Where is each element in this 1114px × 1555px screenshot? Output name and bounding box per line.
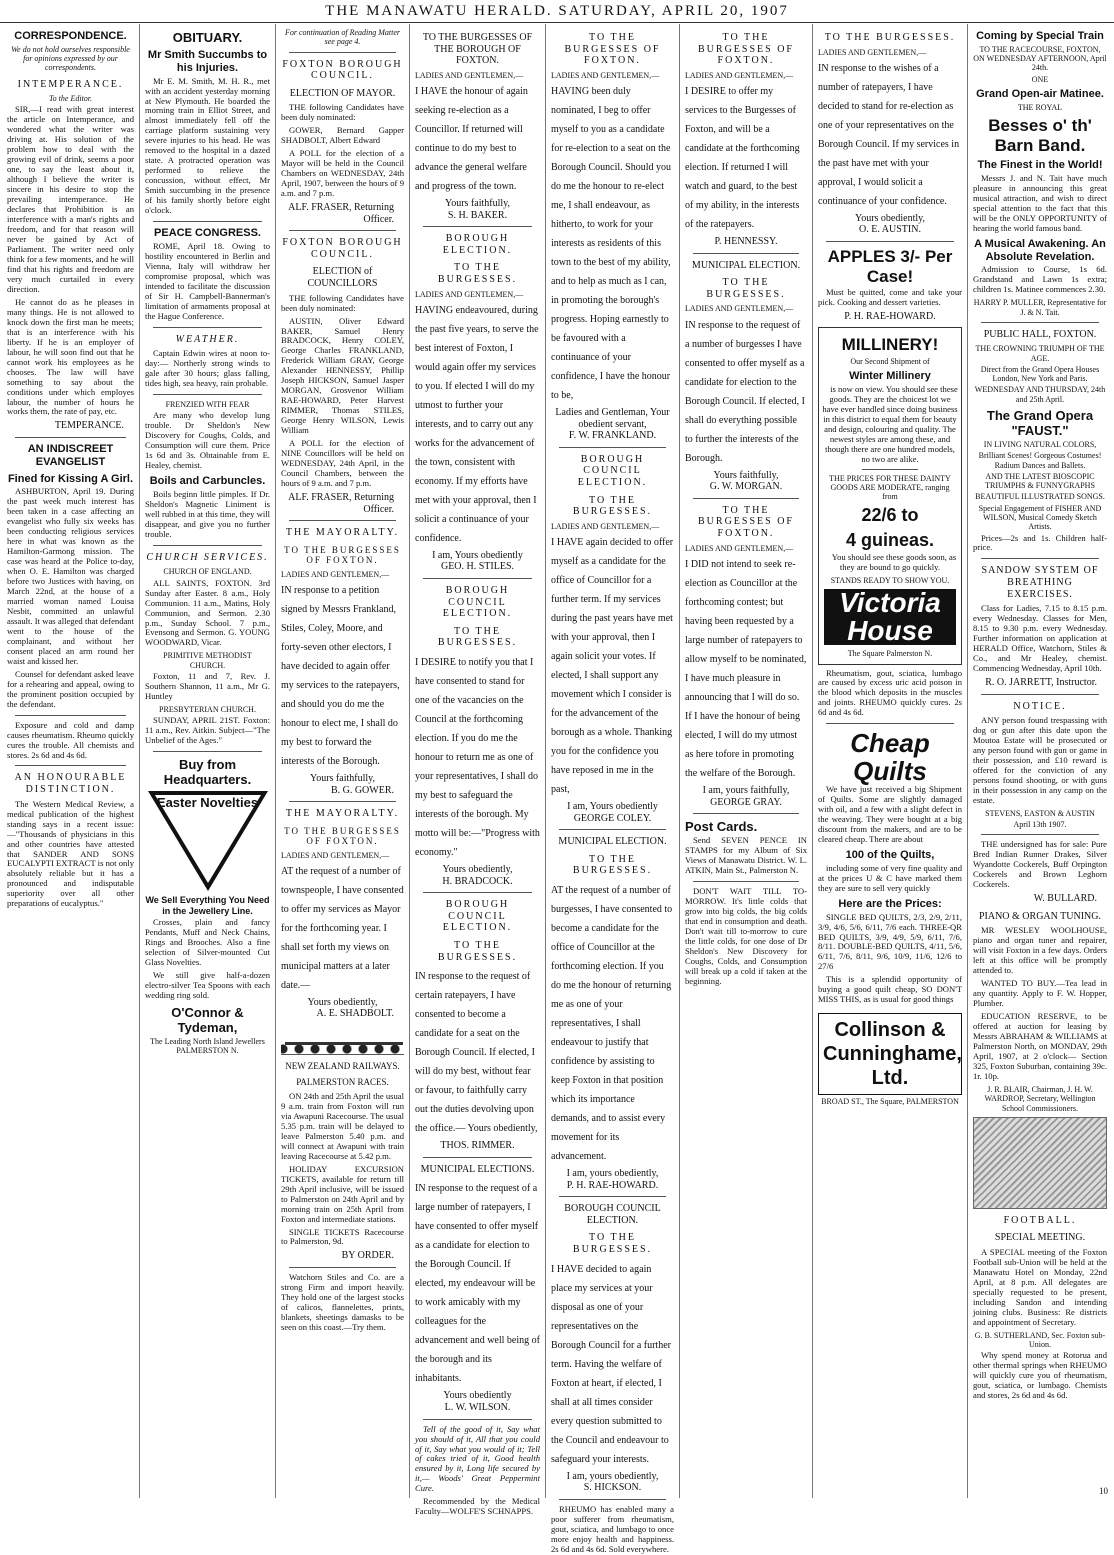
wilson-signature: L. W. WILSON. [444, 1401, 511, 1413]
mayor-candidates: GOWER, Bernard Gapper SHADBOLT, Albert Edward [281, 125, 404, 146]
apples-paragraph: Must be quitted, come and take your pick. Cooking and dessert varieties. [818, 287, 962, 308]
divider [981, 694, 1099, 695]
divider [153, 751, 262, 752]
austin-paragraph: IN response to the wishes of a number of ratepayers, I have decided to stand for re-election as one of your representatives on the Borough Council. If my services in the past have met with your approval, I would solicit a continuance of your confidence. [818, 62, 960, 207]
rimmer-signature: THOS. RIMMER. [440, 1140, 515, 1152]
hickson-closing: I am, yours obediently, [566, 1470, 659, 1482]
obituary-paragraph: Mr E. M. Smith, M. H. R., met with an accident yesterday morning at New Plymouth. He boarded the morning train in Elliot Street, and almost immediately fell off the carriage platform sustaining very severe injuries to his head. He was removed to the hospital in a dazed state. A protracted operation was performed to relieve the concussion, without effect, Mr Smith succumbing in the presence of his family shortly before eight o'clock. [145, 75, 270, 216]
watchorn-ad: Watchorn Stiles and Co. are a strong Firm and import heavily. They hold one of the largest stocks of calicos, flannelettes, prints, blankets, sheetings damasks to be seen on this coast.—Try them. [281, 1272, 404, 1332]
rae-howard-letter [551, 881, 674, 1166]
hickson-letter [551, 1260, 674, 1469]
easter-novelties-label: Easter Novelties [156, 795, 259, 811]
letter-title: INTEMPERANCE. [17, 78, 124, 90]
divider [693, 253, 799, 254]
councillors-heading: ELECTION of COUNCILLORS [307, 266, 378, 289]
triumph-heading: THE CROWNING TRIUMPH OF THE AGE. [975, 344, 1105, 363]
column-obituary [140, 24, 276, 1498]
boils-paragraph: Boils beginn little pimples. If Dr. Sheldon's Magnetic Liniment is well rubbed in at this time, they will disappear, and give you no further trouble. [145, 488, 270, 539]
songs-line: BEAUTIFUL ILLUSTRATED SONGS. [975, 492, 1105, 502]
shadbolt-paragraph: AT the request of a number of townspeople, I have consented to offer my services as Mayor for the forthcoming year. I shall set forth my views on municipal matters at a later date.— [281, 865, 404, 991]
ladies-salutation: LADIES AND GENTLEMEN,— [281, 850, 390, 860]
railways-heading: NEW ZEALAND RAILWAYS. [285, 1061, 400, 1072]
awakening-heading: A Musical Awakening. An Absolute Revelation. [974, 237, 1106, 263]
council-heading: FOXTON BOROUGH COUNCIL. [282, 237, 403, 260]
morgan-letter [685, 316, 807, 468]
austin-letter [818, 59, 962, 211]
divider [153, 545, 262, 546]
column-burgesses-b [546, 24, 680, 1554]
by-order: BY ORDER. [341, 1250, 394, 1262]
headquarters-subheading: We Sell Everything You Need in the Jewellery Line. [145, 895, 270, 916]
divider [981, 322, 1099, 323]
dont-wait-ad: DON'T WAIT TILL TO-MORROW. It's little colds that grow into big colds, the big colds that end in consumption and death. Don't wait till to-morrow to cure the little colds, for one dose of Dr Sheldon's New Discovery for Coughs, Colds, and Consumption will break up a cold if taken at the beginning. [685, 886, 807, 986]
councillor-candidates: AUSTIN, Oliver Edward BAKER, Samuel Henry BRADCOCK, Henry COLEY, George Charles FRANKLAND, Frederick William GRAY, George Alexander HENNESSY, Phillip Joseph HICKSON, Samuel Jasper MORGAN, Grosvenor William RAE-HOWARD, Peter Harvest RIMMER, Thomas STILES, George Henry WILSON, Lewis William [281, 315, 404, 436]
hall-heading: PUBLIC HALL, FOXTON. [983, 328, 1097, 340]
column-ads [813, 24, 968, 1498]
headquarters-paragraph: Crosses, plain and fancy Pendants, Muff and Neck Chains, Rings and Brooches. Also a fine selection of Silver-mounted Cut Glass Novelties. [145, 917, 270, 967]
peppermint-verse: Tell of the good of it, Say what you should of it, All that you could of it, Say what you would of it; Tell of cakes tried of it, Good health ensured by it, Long life secured by it,— Woods' Great Peppermint Cure. [415, 1423, 540, 1494]
divider [153, 327, 262, 328]
price-top: 4 guineas. [845, 530, 935, 551]
peace-heading: PEACE CONGRESS. [154, 227, 261, 240]
fisher-line: Special Engagement of FISHER AND WILSON, Musical Comedy Sketch Artists. [978, 503, 1102, 532]
sandow-heading: SANDOW SYSTEM OF BREATHING EXERCISES. [981, 565, 1099, 600]
candidates-intro: THE following Candidates have been duly nominated: [281, 292, 404, 313]
matinee-heading: Grand Open-air Matinee. [976, 87, 1104, 100]
firm-name: O'Connor & Tydeman, [171, 1004, 244, 1035]
admission-paragraph: Admission to Course, 1s 6d. Grandstand and Lawn 1s extra; children 1s. Matinee commences 2.30. [973, 264, 1107, 295]
headquarters-heading: Buy from Headquarters. [163, 757, 252, 788]
column-burgesses-c [680, 24, 813, 1498]
apples-signature: P. H. RAE-HOWARD. [844, 311, 936, 323]
weather-paragraph: Captain Edwin wires at noon to-day:— Northerly strong winds to gale after 30 hours; glass falling, tides high, sea heavy, rain probable. [145, 348, 270, 389]
column-entertainment [968, 24, 1112, 1498]
column-elections [276, 24, 410, 1498]
mayoralty-heading: THE MAYORALTY. [285, 527, 400, 539]
postcards-paragraph: Send SEVEN PENCE IN STAMPS for my Album of Six Views of Manawatu District. W. L. ATKIN, Main St., Palmerston N. [685, 835, 807, 876]
newspaper-page [2, 24, 1112, 1554]
besses-heading: Besses o' th' Barn Band. [988, 115, 1092, 155]
quilts-paragraph-2: including some of very fine quality and at the prices U & C have marked them they are sure to sell very quickly [818, 862, 962, 893]
divider [289, 230, 396, 231]
gray-paragraph: I DID not intend to seek re-election as Councillor at the forthcoming contest; but having been requested by a large number of ratepayers to allow myself to be nominated, I have much pleasure in announcing that I will do so. If I have the honour of being elected, I will do my utmost as here tofore in promoting the welfare of the Borough. [685, 558, 807, 779]
coley-closing: I am, Yours obediently [567, 801, 658, 813]
education-paragraph: EDUCATION RESERVE, to be offered at auction for leasing by Messrs ABRAHAM & WILLIAMS at Palmerston North, on MONDAY, 29th April, 1907, at 2 o'clock— Section 325, Foxton Suburban, containing 39c. 1r. 10p. [973, 1011, 1107, 1082]
millinery-heading: MILLINERY! [841, 335, 939, 355]
continuation-note: For continuation of Reading Matter see page 4. [284, 28, 401, 47]
railways-paragraph: HOLIDAY EXCURSION TICKETS, available for return till 29th April inclusive, will be issued to Palmerston on 24th April and by morning train on 25th April from Foxton and intermediate stations. [281, 1163, 404, 1224]
to-burgesses-heading: TO THE BURGESSES. [572, 1232, 653, 1255]
frenzied-heading: FRENZIED WITH FEAR [165, 400, 250, 410]
exposure-ad: Exposure and cold and damp causes rheumatism. Rheumo quickly cures the trouble. All chemists and stores. 2s 6d and 4s 6d. [7, 719, 134, 760]
special-heading: SPECIAL MEETING. [994, 1232, 1086, 1244]
column-correspondence [2, 24, 140, 1498]
stands-ready: STANDS READY TO SHOW YOU. [830, 575, 950, 585]
coming-heading: Coming by Special Train [976, 30, 1104, 42]
presbyterian-services: SUNDAY, APRIL 21ST. Foxton: 11 a.m., Rev. Aitkin. Subject—"The Unbelief of the Ages." [145, 715, 270, 746]
winter-millinery: Winter Millinery [849, 370, 931, 382]
bradcock-closing: Yours obediently, [442, 864, 513, 876]
victoria-house-logo: Victoria House [824, 589, 956, 645]
quilts-tail: This is a splendid opportunity of buying a good quilt cheap, SO DON'T MISS THIS, as is usual for good things [818, 974, 962, 1005]
railways-paragraph: SINGLE TICKETS Racecourse to Palmerston, 9d. [281, 1226, 404, 1247]
returning-officer: ALF. FRASER, Returning Officer. [288, 492, 394, 515]
races-heading: PALMERSTON RACES. [296, 1077, 389, 1088]
obituary-heading: OBITUARY. [172, 30, 243, 45]
bc-election-heading: BOROUGH COUNCIL ELECTION. [442, 585, 513, 620]
quilt-price-list: SINGLE BED QUILTS, 2/3, 2/9, 2/11, 3/9, 4/6, 5/6, 6/11, 7/6 each. THREE-QR BED QUILTS, 3/9, 4/9, 5/9, 6/11, 7/6, 8/11. DOUBLE-BED QUILTS, 4/11, 5/6, 6/11, 7/6, 8/11, 9/6, 10/9, 11/6, 12/6 to 27/6 [818, 911, 962, 972]
stevens-date: April 13th 1907. [1013, 820, 1067, 830]
divider [153, 221, 262, 222]
apples-heading: APPLES 3/- Per Case! [827, 247, 953, 286]
frenzied-paragraph: Are many who develop lung trouble. Dr Sheldon's New Discovery for Coughs, Colds, and Consumption will cure them. Price 1s 6d and 3s. Obtainable from E. Healey, chemist. [145, 410, 270, 471]
to-burgesses-heading: TO THE BURGESSES. [437, 940, 518, 963]
divider [559, 447, 666, 448]
austin-closing: Yours obediently, [854, 212, 925, 224]
rimmer-letter [415, 967, 540, 1138]
collinson-logo: Collinson & Cunninghame, Ltd. [818, 1013, 962, 1095]
ladies-salutation: LADIES AND GENTLEMEN,— [551, 521, 660, 531]
royal-label: THE ROYAL [1017, 102, 1063, 112]
divider [15, 765, 126, 766]
austin-signature: O. E. AUSTIN. [859, 224, 921, 236]
brilliant-line: Brilliant Scenes! Gorgeous Costumes! Radium Dances and Ballets. [978, 451, 1102, 470]
divider [693, 498, 799, 499]
bc-election-heading: BOROUGH COUNCIL ELECTION. [442, 899, 513, 934]
hennessy-signature: P. HENNESSY. [714, 236, 778, 248]
prices-heading: Here are the Prices: [838, 897, 942, 910]
bc-election-heading: BOROUGH COUNCIL ELECTION. [577, 453, 648, 489]
burgesses-heading: TO THE BURGESSES OF FOXTON. [698, 32, 794, 67]
letter-signature: TEMPERANCE. [54, 420, 124, 432]
bioscopic-line: AND THE LATEST BIOSCOPIC TRIUMPHS & FUNNYGRAPHS [985, 471, 1095, 491]
gower-closing: Yours faithfully, [309, 772, 375, 784]
notice-paragraph: ANY person found trespassing with dog or gun after this date upon the Moutoa Estate will be prosecuted or any person found with gun or game in their possession, and £10 reward is offered for the conviction of any persons found shooting, or with guns in their possession in any camp on the estate. [973, 715, 1107, 805]
divider [826, 723, 954, 724]
baker-letter [415, 82, 540, 196]
burgesses-heading: TO THE BURGESSES OF FOXTON. [284, 825, 401, 847]
divider [559, 829, 666, 830]
burgesses-heading: TO THE BURGESSES OF THE BOROUGH OF FOXTON. [422, 32, 533, 67]
ladies-salutation: LADIES AND GENTLEMEN,— [818, 47, 927, 57]
frankland-paragraph: HAVING been duly nominated, I beg to offer myself to you as a candidate for re-election to a seat on the Borough Council. Should you do me the honour to re-elect me, I shall endeavour, as hitherto, to work for your interests as residents of this town to the best of my ability, and to help as much as I can, in promoting the borough's progress. Hoping earnestly to be favoured with a continuance of your confidence, I have the honour to be, [551, 86, 672, 402]
hickson-paragraph: I HAVE decided to again place my services at your disposal as one of your representatives on the Borough Council for a further term. Having the welfare of Foxton at heart, if elected, I shall at all times consider every question submitted to the Council and endeavour to safeguard your interests. [551, 1263, 671, 1465]
divider [981, 558, 1099, 559]
coming-paragraph: TO THE RACECOURSE, FOXTON, ON WEDNESDAY AFTERNOON, April 24th. [973, 44, 1107, 73]
gray-letter [685, 555, 807, 783]
methodist-heading: PRIMITIVE METHODIST CHURCH. [163, 651, 252, 670]
frankland-closing: Ladies and Gentleman, Your obedient servant, [555, 407, 670, 430]
rheumo-ad: RHEUMO has enabled many a poor sufferer from rheumatism, gout, sciatica, and lumbago to once more enjoy health and happiness. 2s 6d and 4s 6d. Sold everywhere. [551, 1503, 674, 1554]
stiles-letter [415, 301, 540, 548]
gower-paragraph: IN response to a petition signed by Messrs Frankland, Stiles, Coley, Moore, and forty-seven other electors, I have decided to again offer my services to the ratepayers, and should you do me the honour to elect me, I shall do my best to forward the interests of the Borough. [281, 584, 400, 767]
divider [289, 520, 396, 521]
mayor-election-heading: ELECTION OF MAYOR. [289, 87, 396, 99]
divider [289, 801, 396, 802]
dates-line: WEDNESDAY AND THURSDAY, 24th and 25th April. [974, 385, 1106, 404]
one-label: ONE [1031, 74, 1049, 84]
coley-signature: GEORGE COLEY. [573, 812, 652, 824]
stiles-closing: I am, Yours obediently [432, 549, 523, 561]
to-burgesses-heading: TO THE BURGESSES. [437, 625, 518, 649]
column-burgesses-a [410, 24, 546, 1517]
stiles-signature: GEO. H. STILES. [440, 561, 515, 573]
cheap-quilts-heading: Cheap Quilts [850, 728, 930, 787]
church-heading: CHURCH SERVICES. [146, 551, 269, 563]
rae-howard-signature: P. H. RAE-HOWARD. [566, 1179, 659, 1191]
headquarters-paragraph: We still give half-a-dozen electro-silver Tea Spoons with each wedding ring sold. [145, 969, 270, 1000]
special-paragraph: A SPECIAL meeting of the Foxton Football sub-Union will be held at the Manawatu Hotel on Monday, 22nd April, at 8 p.m. All delegates are specially requested to be present, including Sandon and intending joining clubs. Business: Re districts and appointment of Secretary. [973, 1246, 1107, 1327]
correspondence-heading: CORRESPONDENCE. [14, 30, 127, 42]
ladies-salutation: LADIES AND GENTLEMEN,— [551, 70, 660, 80]
why-paragraph: Why spend money at Rotorua and other thermal springs when RHEUMO will quickly cure you of rheumatism, gout, sciatica, or lumbago. Chemists and stores, 2s 6d and 4s 6d. [973, 1350, 1107, 1401]
divider [15, 437, 126, 438]
church-england: CHURCH OF ENGLAND. [163, 567, 252, 577]
councillor-poll-text: A POLL for the election of NINE Councillors will be held on WEDNESDAY, 24th April, in the Council Chambers, between the hours of 9 a.m. and 7 p.m. [281, 438, 404, 489]
wilson-letter [415, 1179, 540, 1388]
evangelist-paragraph: Counsel for defendant asked leave for a rehearing and appeal, owing to the prominent position occupied by the defendant. [7, 668, 134, 709]
methodist-services: Foxton, 11 and 7, Rev. J. Southern Shannon, 11 a.m., Mr G. Huntley [145, 670, 270, 701]
to-burgesses-heading: TO THE BURGESSES. [437, 262, 518, 286]
piano-heading: PIANO & ORGAN TUNING. [978, 910, 1102, 922]
bradcock-signature: H. BRADCOCK. [442, 875, 513, 887]
divider [423, 226, 532, 227]
price-range: 22/6 to [861, 505, 919, 526]
sutherland-signature: G. B. SUTHERLAND, Sec. Foxton sub-Union. [974, 1330, 1106, 1349]
jarrett-signature: R. O. JARRETT, Instructor. [985, 677, 1097, 688]
borough-election-heading: BOROUGH ELECTION. [442, 233, 513, 256]
frankland-letter [551, 82, 674, 405]
sandow-paragraph: Class for Ladies, 7.15 to 8.15 p.m. every Wednesday. Classes for Men, 8.15 to 9.30 p.m. every Wednesday. Further information on application at HERALD Office, Watchorn, Stiles & Co., and Mr Healey, chemist. Commencing Wednesday, April 10th. [973, 603, 1107, 674]
morgan-closing: Yours faithfully, [713, 469, 779, 481]
morgan-paragraph: IN response to the request of a number of burgesses I have consented to offer myself as a candidate for election to the Borough Council. If elected, I shall do everything possible to further the interests of the Borough. [685, 319, 805, 464]
divider [289, 52, 396, 53]
ladies-salutation: LADIES AND GENTLEMEN,— [281, 569, 390, 579]
divider [693, 813, 799, 814]
shadbolt-closing: Yours obediently, [307, 996, 378, 1008]
football-illustration [973, 1117, 1107, 1209]
ladies-salutation: LADIES AND GENTLEMEN,— [415, 70, 524, 80]
divider [15, 715, 126, 716]
divider [423, 578, 532, 579]
divider [423, 1419, 532, 1420]
bradcock-paragraph: I DESIRE to notify you that I have consented to stand for one of the vacancies on the Council at the forthcoming election. If you do me the honour to return me as one of your representatives, I shall do my best to safeguard the interests of the borough. My motto will be:—"Progress with economy." [415, 657, 540, 859]
divider [153, 394, 262, 395]
baker-closing: Yours faithfully, [444, 198, 510, 210]
mayor-nomination-text: THE following Candidates have been duly nominated: [281, 102, 404, 123]
ladies-salutation: LADIES AND GENTLEMEN,— [685, 70, 794, 80]
hickson-signature: S. HICKSON. [583, 1482, 642, 1494]
train-illustration [281, 1024, 404, 1055]
distinction-paragraph: The Western Medical Review, a medical publication of the highest standing says in a recent issue:—"Thousands of physicians in this and other countries have attested that SANDER AND SONS EUCALYPTI EXTRACT is not only absolutely reliable but it has a pronounced and indisputable superiority over all other preparations of eucalyptus." [7, 798, 134, 909]
rae-howard-paragraph: AT the request of a number of burgesses, I have consented to become a candidate for the office of Councillor at the forthcoming election. If you do me the honour of returning me as one of your representatives, I shall endeavour to justify that confidence by assisting to keep Foxton in that position which its importance demands, and to assist every movement for its advancement. [551, 885, 673, 1163]
frankland-signature: F. W. FRANKLAND. [568, 430, 657, 442]
page-number: 10 [1099, 1486, 1108, 1496]
obituary-subheading: Mr Smith Succumbs to his Injuries. [147, 49, 268, 74]
hennessy-paragraph: I DESIRE to offer my services to the Burgesses of Foxton, and will be a candidate at the forthcoming election. If returned I will watch and guard, to the best of my ability, in the interests of the ratepayers. [685, 86, 800, 231]
to-editor: To the Editor. [48, 94, 93, 104]
bradcock-letter [415, 653, 540, 862]
gower-letter [281, 581, 404, 771]
blair-signature: J. R. BLAIR, Chairman, J. H. W. WARDROP, Secretary, Wellington School Commissioners. [984, 1085, 1096, 1113]
notice-heading: NOTICE. [1013, 700, 1067, 712]
gray-signature: GEORGE GRAY. [710, 796, 782, 808]
shadbolt-letter [281, 862, 404, 995]
millinery-ad [818, 327, 962, 665]
weather-heading: WEATHER. [175, 333, 240, 345]
divider [559, 1196, 666, 1197]
boils-heading: Boils and Carbuncles. [149, 475, 266, 488]
wilson-paragraph: IN response to the request of a large number of ratepayers, I have consented to offer myself as a candidate for election to the Borough Council. If elected, my endeavour will be to work amicably with my colleagues for the advancement and well being of the borough and its inhabitants. [415, 1183, 540, 1385]
millinery-subheading: Our Second Shipment of [850, 356, 930, 366]
shadbolt-signature: A. E. SHADBOLT. [316, 1008, 394, 1020]
church-services: ALL SAINTS, FOXTON. 3rd Sunday after Easter. 8 a.m., Holy Communion. 11 a.m., Matins, Holy Communion, and Sermon. 2.30 p.m., Sunday School. 7 p.m., Evensong and Sermon. G. YOUNG WOODWARD, Vicar. [145, 577, 270, 648]
faust-heading: The Grand Opera "FAUST." [986, 407, 1094, 439]
mayor-poll-text: A POLL for the election of a Mayor will be held in the Council Chambers on WEDNESDAY, 24th April, 1907, between the hours of 9 a.m. and 7 p.m. [281, 148, 404, 199]
rimmer-paragraph: IN response to the request of certain ratepayers, I have consented to become a candidate for a seat on the Borough Council. If elected, I will do my best, without fear or favour, to faithfully carry out the duties devolving upon the office.— Yours obediently, [415, 971, 538, 1135]
rheumatism-ad: Rheumatism, gout, sciatica, lumbago are caused by excess uric acid poison in the blood which deposits in the muscles and joints. RHEUMO quickly cures. 2s 6d and 4s 6d. [818, 667, 962, 718]
to-burgesses-heading: TO THE BURGESSES. [572, 494, 653, 518]
evangelist-heading: AN INDISCREET EVANGELIST [27, 443, 114, 468]
direct-line: Direct from the Grand Opera Houses London, New York and Paris. [980, 364, 1100, 384]
gray-closing: I am, yours faithfully, [702, 784, 790, 796]
evangelist-subheading: Fined for Kissing A Girl. [7, 472, 134, 485]
to-burgesses-heading: TO THE BURGESSES. [824, 32, 956, 43]
bc-election-heading: BOROUGH COUNCIL ELECTION. [564, 1203, 661, 1226]
council-heading: FOXTON BOROUGH COUNCIL. [282, 58, 403, 82]
collinson-address: BROAD ST., The Square, PALMERSTON [821, 1097, 959, 1107]
burgesses-heading: TO THE BURGESSES OF FOXTON. [284, 544, 401, 566]
firm-subtitle: The Leading North Island Jewellers PALMERSTON N. [150, 1036, 265, 1056]
municipal-heading: MUNICIPAL ELECTIONS. [420, 1163, 535, 1175]
divider [289, 1267, 396, 1268]
stiles-paragraph: HAVING endeavoured, during the past five years, to serve the best interest of Foxton, I would again offer my services to you. If elected I will do my utmost to further your interests, and to carry out any works for the advancement of the town, consistent with economy. If my efforts have met with your approval, then I solicit a continuance of your confidence. [415, 304, 539, 544]
burgesses-heading: TO THE BURGESSES OF FOXTON. [564, 32, 661, 67]
schnapps-ad: Recommended by the Medical Faculty—WOLFE'S SCHNAPPS. [415, 1496, 540, 1517]
burgesses-heading: TO THE BURGESSES OF FOXTON. [698, 504, 794, 540]
finest-paragraph: Messrs J. and N. Tait have much pleasure in announcing this great musical attraction, and wish to direct special attention to the fact that this will be the ONLY OPPORTUNITY of hearing the world famous band. [973, 173, 1107, 233]
easter-triangle [148, 791, 268, 891]
muller-signature: HARRY P. MULLER, Representative for J. & N. Tait. [973, 298, 1107, 317]
divider [559, 1499, 666, 1500]
masthead: THE MANAWATU HERALD. SATURDAY, APRIL 20, 1907 [0, 0, 1114, 23]
mayoralty-heading: THE MAYORALTY. [285, 808, 400, 820]
wanted-paragraph: WANTED TO BUY.—Tea lead in any quantity. Apply to F. W. Hopper, Plumber. [973, 978, 1107, 1009]
quilts-count: 100 of the Quilts, [845, 849, 935, 862]
baker-paragraph: I HAVE the honour of again seeking re-election as a Councillor. If returned will continue to do my best to advance the general welfare and progress of the town. [415, 86, 528, 193]
to-burgesses-heading: TO THE BURGESSES. [706, 277, 786, 300]
municipal-heading: MUNICIPAL ELECTION. [691, 259, 801, 271]
ladies-salutation: LADIES AND GENTLEMEN,— [415, 289, 524, 299]
distinction-heading: AN HONOURABLE DISTINCTION. [14, 772, 127, 796]
divider [862, 469, 918, 470]
football-heading: FOOTBALL. [1003, 1214, 1077, 1226]
prices-line: Prices—2s and 1s. Children half-price. [973, 532, 1107, 553]
disclaimer: We do not hold ourselves responsible for opinions expressed by our correspondents. [11, 44, 130, 73]
letter-paragraph: SIR,—I read with great interest the article on Intemperance, and wondered what the writer was driving at. His solution of the problem how to deal with the growing evil of drink, seems a poor one, to say the least about it, although I believe the writer is sincere in his desire to stop the prevailing intemperance. He declares that Prohibition is an interference with a man's rights and freedom, and for that reason will never be gained by Act of Parliament. The writer need only think for a few moments, and he will find that his rights and freedom are very much curtailed in every direction. [7, 104, 134, 294]
evangelist-paragraph: ASHBURTON, April 19. During the past week much interest has been taken in a case affecting an evangelist who fully six weeks has been conducting religious services here in what was known as the Hamilton-Garmong mission. The case was heard at the Police to-day, when O. E. Hamilton was charged before two Justices with having, on March 22nd, at the house of a married woman named Louisa Nesbit, committed an unlawful assault. It was alleged that defendant went to the house of the complainant, and without her consent placed an arm round her waist and kissed her. [7, 486, 134, 666]
baker-signature: S. H. BAKER. [447, 209, 508, 221]
ladies-salutation: LADIES AND GENTLEMEN,— [685, 543, 794, 553]
divider [981, 834, 1099, 835]
presbyterian-heading: PRESBYTERIAN CHURCH. [159, 704, 256, 714]
ladies-salutation: LADIES AND GENTLEMEN,— [685, 304, 794, 314]
gower-signature: B. G. GOWER. [330, 784, 394, 796]
divider [423, 892, 532, 893]
millinery-paragraph: is now on view. You should see these goods. They are the choicest lot we have ever handled since doing business in this district to equal them for beauty and design, colouring and quality. The newest styles are among these, and though there are one hundred models, no two are alike. [822, 383, 958, 464]
victoria-address: The Square Palmerston N. [847, 649, 933, 659]
quilts-paragraph: We have just received a big Shipment of Quilts. Some are slightly damaged with oil, and a few with a slight defect in the weaving. They were bought at a big discount from the makers, and are to be cleared cheap. There are about [818, 784, 962, 845]
morgan-signature: G. W. MORGAN. [709, 481, 783, 493]
stevens-signature: STEVENS, EASTON & AUSTIN [985, 808, 1095, 818]
divider [693, 881, 799, 882]
finest-heading: The Finest in the World! [977, 159, 1103, 172]
divider [826, 241, 954, 242]
rae-howard-closing: I am, yours obediently, [566, 1168, 659, 1180]
coley-paragraph: I HAVE again decided to offer myself as a candidate for the office of Councillor for a further term. If my services during the past years have met with your approval, then I again solicit your votes. If elected, I shall support any movement which I consider is for the advancement of the borough as a whole. Thanking you for the confidence you have reposed in me in the past, [551, 537, 674, 796]
railways-paragraph: ON 24th and 25th April the usual 9 a.m. train from Foxton will run via Awapuni Racecourse. The usual 5.35 p.m. train will be delayed to leave Palmerston 5.40 p.m. and will connect at Awapuni with train leaving Racecourse at 5.42 p.m. [281, 1090, 404, 1161]
wilson-closing: Yours obediently [443, 1390, 512, 1402]
divider [423, 1157, 532, 1158]
piano-paragraph: MR WESLEY WOOLHOUSE, piano and organ tuner and repairer, will visit Foxton in a few days. Orders left at this office will be promptly attended to. [973, 925, 1107, 976]
letter-paragraph: He cannot do as he pleases in many things. He is not allowed to knock down the first man he meets; that is an interference with his liberty. If he is an employer of labour, he will soon find out that he cannot work his employees as he chooses. The law will have something to say about the conditions under which employes labour, the number of hours he works them, the rate of pay, etc. [7, 296, 134, 417]
bullard-signature: W. BULLARD. [1033, 893, 1097, 905]
peace-paragraph: ROME, April 18. Owing to hostility encountered in Berlin and Vienna, Italy will withdraw her compromise proposal, which was intended to facilitate the discussion of Sir H. Campbell-Bannerman's limitation of armaments proposal at the Hague Conference. [145, 240, 270, 321]
returning-officer: ALF. FRASER, Returning Officer. [288, 202, 394, 225]
prices-paragraph: THE PRICES FOR THESE DAINTY GOODS ARE MODERATE, ranging from [829, 473, 951, 502]
living-line: IN LIVING NATURAL COLORS, [983, 440, 1097, 450]
municipal-heading: MUNICIPAL ELECTION. [558, 836, 667, 848]
postcards-heading: Post Cards. [685, 819, 758, 835]
to-burgesses-heading: TO THE BURGESSES. [572, 853, 653, 877]
hennessy-letter [685, 82, 807, 234]
see-paragraph: You should see these goods soon, as they are bound to go quickly. [831, 552, 957, 573]
coley-letter [551, 533, 674, 799]
bullard-paragraph: THE undersigned has for sale: Pure Bred Indian Runner Drakes, Silver Wyandotte Cockerels, Buff Orpington Cockerels and Brown Leghorn Cockerels. [973, 839, 1107, 890]
